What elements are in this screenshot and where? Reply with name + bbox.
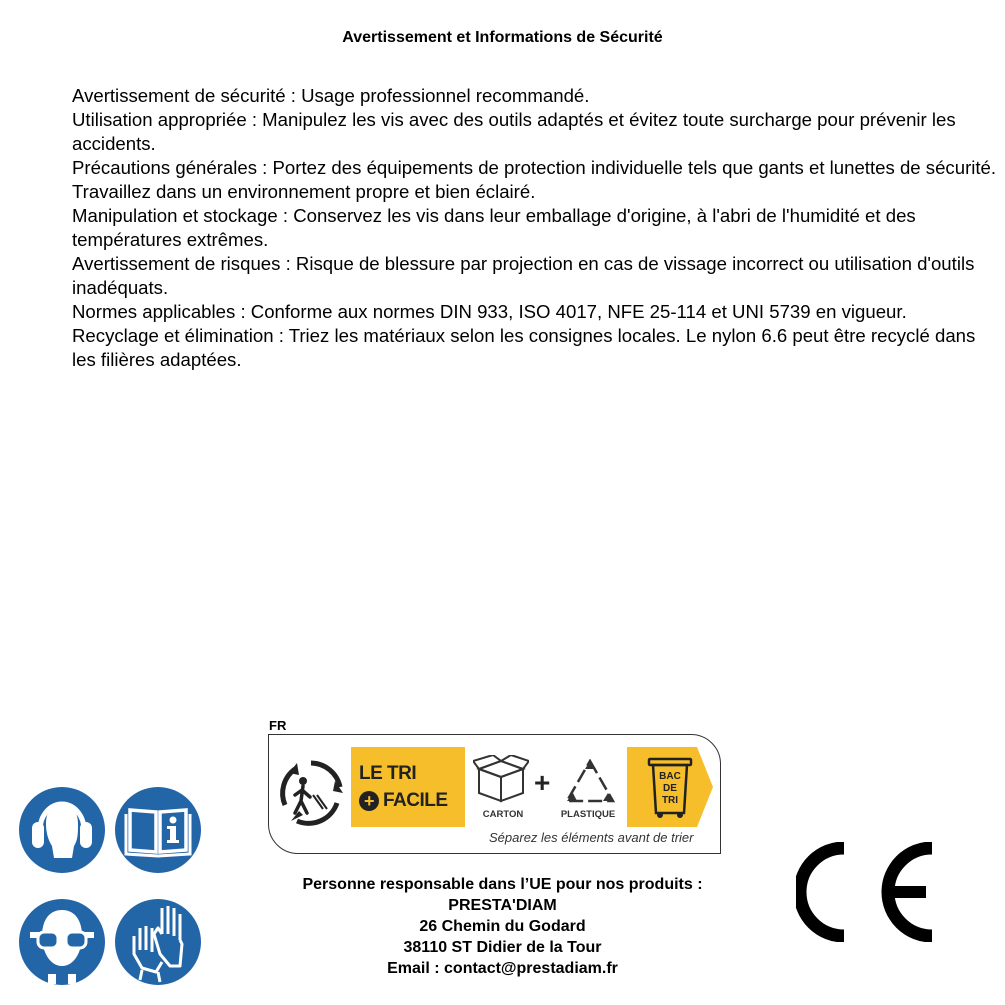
street-address: 26 Chemin du Godard — [419, 918, 586, 935]
company-name: PRESTA'DIAM — [448, 897, 557, 914]
plus-icon: + — [359, 791, 379, 811]
bin-text-2: DE — [663, 783, 677, 794]
plastique-label: PLASTIQUE — [560, 809, 616, 820]
safety-paragraph: Utilisation appropriée : Manipulez les vis avec des outils adaptés et évitez toute surcharge pour prévenir les accidents. — [72, 109, 956, 154]
eye-protection-icon — [14, 894, 110, 990]
ce-mark-icon — [796, 842, 938, 942]
ear-protection-icon — [14, 782, 110, 878]
triman-recycling-icon — [277, 759, 345, 827]
responsible-heading: Personne responsable dans l’UE pour nos produits : — [302, 876, 703, 893]
le-tri-label: LE TRI — [359, 763, 417, 784]
safety-paragraph: Précautions générales : Portez des équipements de protection individuelle tels que gants et lunettes de sécurité. Travaillez dans un environnement propre et bien éclairé. — [72, 157, 997, 202]
safety-paragraph: Recyclage et élimination : Triez les matériaux selon les consignes locales. Le nylon 6.6 peut être recyclé dans les filières adaptées. — [72, 325, 976, 370]
safety-paragraph: Normes applicables : Conforme aux normes DIN 933, ISO 4017, NFE 25-114 et UNI 5739 en vigueur. — [72, 301, 907, 322]
carton-label: CARTON — [482, 809, 524, 820]
safety-paragraph: Avertissement de risques : Risque de blessure par projection en cas de vissage incorrect ou utilisation d'outils inadéquats. — [72, 253, 975, 298]
bin-text-3: TRI — [661, 795, 679, 806]
triman-box — [268, 734, 721, 854]
plus-sign-icon: + — [534, 767, 551, 798]
carton-box-icon — [473, 755, 529, 803]
page-title: Avertissement et Informations de Sécurité — [342, 29, 663, 46]
triman-caption: Séparez les éléments avant de trier — [489, 830, 694, 845]
country-code: FR — [269, 718, 287, 733]
sorting-bin-icon — [647, 755, 693, 819]
city-address: 38110 ST Didier de la Tour — [403, 939, 602, 956]
safety-paragraph: Avertissement de sécurité : Usage professionnel recommandé. — [72, 85, 590, 106]
bin-text-1: BAC — [659, 771, 681, 782]
read-manual-icon — [110, 782, 206, 878]
wear-gloves-icon — [110, 894, 206, 990]
safety-paragraph: Manipulation et stockage : Conservez les vis dans leur emballage d'origine, à l'abri de l'humidité et des températures extrêmes. — [72, 205, 916, 250]
triman-sorting-label — [268, 717, 726, 859]
plastic-recycle-icon — [565, 759, 615, 805]
facile-label — [359, 790, 448, 812]
safety-text — [72, 84, 997, 372]
contact-email: Email : contact@prestadiam.fr — [387, 960, 618, 977]
facile-text: FACILE — [383, 790, 448, 811]
